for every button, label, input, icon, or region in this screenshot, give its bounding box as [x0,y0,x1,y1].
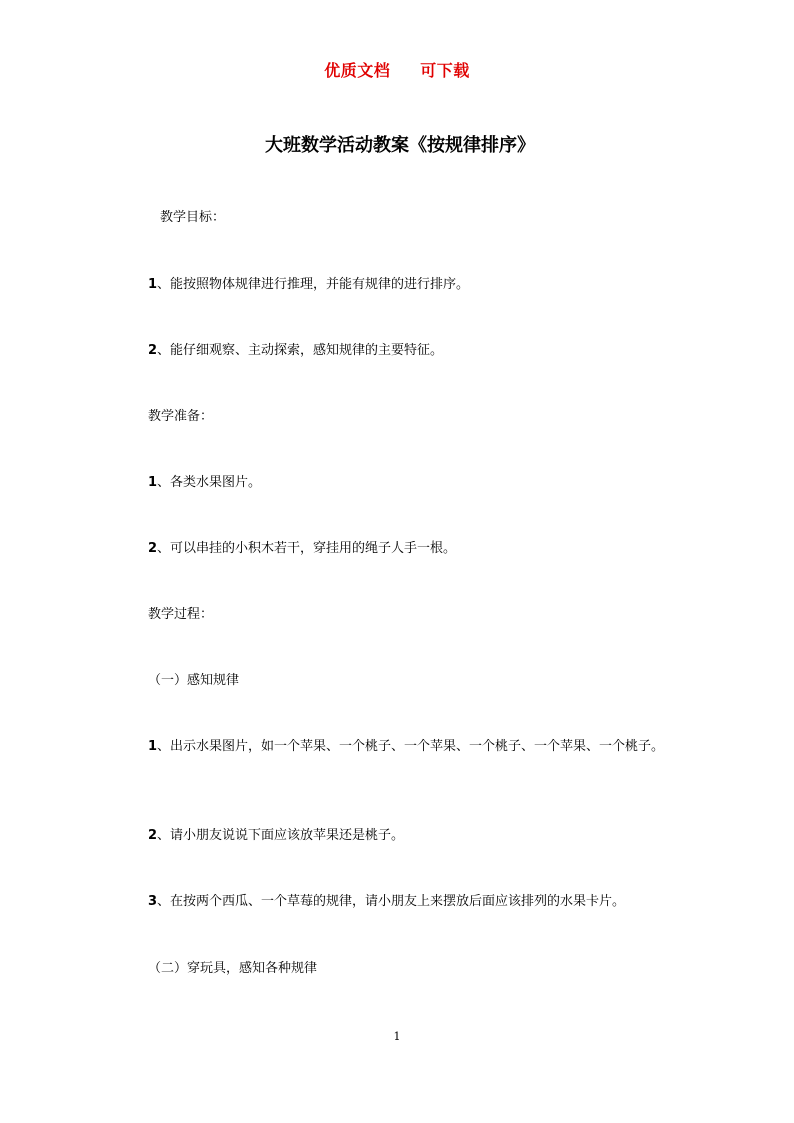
step-item-2 [148,825,404,847]
page-number: 1 [393,1030,401,1043]
goal-item-1-number: 1 [148,277,158,292]
download-banner [0,58,794,81]
banner-quality-doc: 优质文档 [324,61,391,80]
goal-item-2-number: 2 [148,343,158,358]
goal-item-1-text: 、能按照物体规律进行推理，并能有规律的进行排序。 [157,277,470,292]
step-item-1-number: 1 [148,739,158,754]
goal-item-1 [148,274,469,296]
step-item-1-text: 、出示水果图片，如一个苹果、一个桃子、一个苹果、一个桃子、一个苹果、一个桃子。 [157,739,665,754]
section-2-heading: （二）穿玩具，感知各种规律 [148,961,318,976]
prep-item-2 [148,538,456,560]
step-item-3-text: 、在按两个西瓜、一个草莓的规律，请小朋友上来摆放后面应该排列的水果卡片。 [157,894,626,909]
document-title: 大班数学活动教案《按规律排序》 [265,135,535,156]
step-item-2-number: 2 [148,828,158,843]
prep-item-2-text: 、可以串挂的小积木若干，穿挂用的绳子人手一根。 [157,541,457,556]
step-item-3 [148,891,625,913]
step-item-1 [116,736,676,758]
section-1-heading: （一）感知规律 [148,673,240,688]
banner-downloadable: 可下载 [420,61,470,80]
step-item-2-text: 、请小朋友说说下面应该放苹果还是桃子。 [157,828,405,843]
prep-heading: 教学准备： [148,409,214,424]
goal-heading: 教学目标： [160,210,226,225]
step-item-3-number: 3 [148,894,158,909]
prep-item-1-text: 、各类水果图片。 [157,475,262,490]
process-heading: 教学过程： [148,607,214,622]
goal-item-2-text: 、能仔细观察、主动探索，感知规律的主要特征。 [157,343,444,358]
prep-item-1 [148,472,261,494]
prep-item-2-number: 2 [148,541,158,556]
goal-item-2 [148,340,443,362]
prep-item-1-number: 1 [148,475,158,490]
